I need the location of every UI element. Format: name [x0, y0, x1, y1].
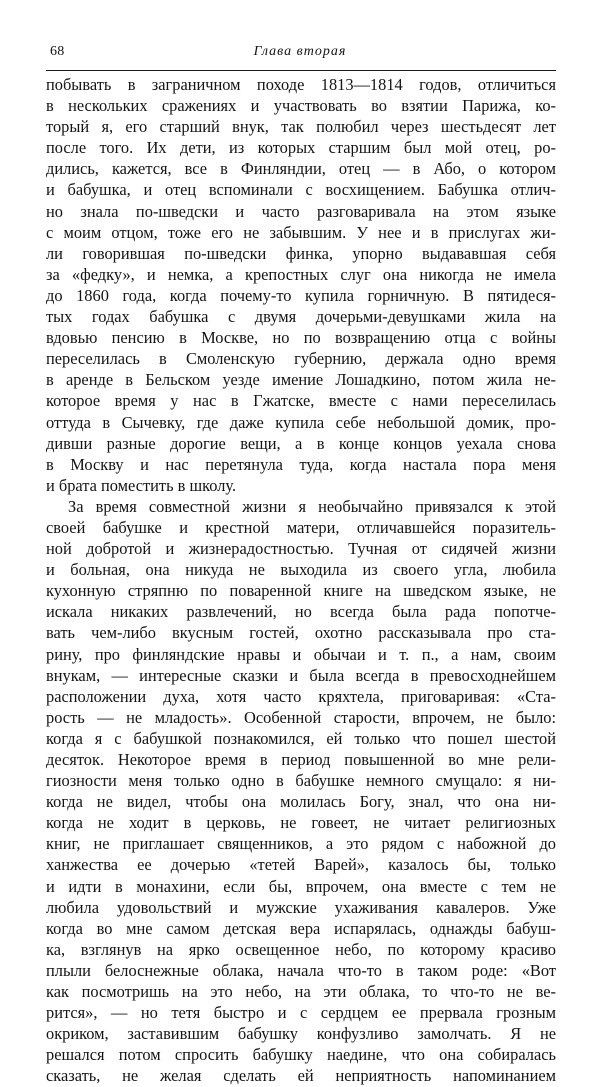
text-line: когда не ходит в церковь, не говеет, не читает религиозных — [46, 813, 556, 833]
text-line: своей бабушке и крестной матери, отличавшейся поразитель- — [46, 517, 556, 537]
text-line: и брата поместить в школу. — [46, 475, 237, 495]
text-line: и бабушка, и отец вспоминали с восхищением. Бабушка отлич- — [46, 180, 556, 200]
body-text — [46, 74, 556, 1087]
text-line: кухонную стряпню по поваренной книге на шведском языке, не — [46, 581, 556, 601]
text-line: книг, не приглашает священников, а это рядом с набожной до — [46, 834, 556, 854]
text-line: за «федку», и немка, а крепостных слуг она никогда не имела — [46, 264, 556, 284]
text-line: и больная, она никуда не выходила из своего угла, любила — [46, 560, 556, 580]
text-line: За время совместной жизни я необычайно привязался к этой — [68, 496, 556, 516]
text-line: вать чем-либо вкусным гостей, охотно рассказывала про ста- — [46, 623, 556, 643]
text-line: дивши разные дорогие вещи, а в конце концов уехала снова — [46, 433, 556, 453]
text-line: после того. Их дети, из которых старшим был мой отец, ро- — [46, 138, 556, 158]
text-line: до 1860 года, когда почему-то купила горничную. В пятидеся- — [46, 285, 556, 305]
text-line: любила удовольствий и мужские ухаживания кавалеров. Уже — [46, 897, 556, 917]
text-line: ханжества ее дочерью «тетей Варей», казалось бы, только — [46, 855, 556, 875]
text-line: рится», — но тетя быстро и с сердцем ее прервала грозным — [46, 1003, 556, 1023]
text-line: ка, взглянув на ярко освещенное небо, по которому красиво — [46, 939, 556, 959]
text-line: с моим отцом, тоже его не забывшим. У нее и в прислугах жи- — [46, 222, 556, 242]
text-line: и идти в монахини, если бы, впрочем, она вместе с тем не — [46, 876, 556, 896]
text-line: плыли белоснежные облака, начала что-то в таком роде: «Вот — [46, 960, 556, 980]
text-line: оттуда в Сычевку, где даже купила себе небольшой домик, про- — [46, 412, 556, 432]
text-line: рину, про финляндские нравы и обычаи и т. п., а нам, своим — [46, 644, 556, 664]
text-line: когда не видел, чтобы она молилась Богу, знал, что она ни- — [46, 792, 556, 812]
text-line: в аренде в Бельском уезде имение Лошадкино, потом жила не- — [46, 370, 556, 390]
text-line: решался потом спросить бабушку наедине, что она собиралась — [46, 1045, 556, 1065]
text-line: как посмотришь на это небо, на эти облака, то что-то не ве- — [46, 982, 556, 1002]
text-line: торый я, его старший внук, так полюбил через шестьдесят лет — [46, 117, 556, 137]
paragraph — [46, 496, 556, 1087]
text-line: в нескольких сражениях и участвовать во взятии Парижа, ко- — [46, 96, 556, 116]
text-line: искала никаких развлечений, но всегда была рада попотче- — [46, 602, 556, 622]
chapter-title: Глава вторая — [253, 44, 347, 59]
paragraph — [46, 74, 556, 496]
text-line: сказать, не желая сделать ей неприятность напоминанием — [46, 1066, 556, 1086]
text-line: когда во мне самом детская вера испарялась, однажды бабуш- — [46, 918, 556, 938]
text-line: дились, кажется, все в Финляндии, отец — в Або, о котором — [46, 159, 556, 179]
text-line: десяток. Некоторое время в период повышенной во мне рели- — [46, 750, 556, 769]
header-rule — [46, 70, 556, 71]
text-line: окриком, заставившим бабушку конфузливо замолчать. Я не — [46, 1024, 556, 1044]
text-line: ной добротой и жизнерадостностью. Тучная от сидячей жизни — [46, 539, 556, 559]
text-line: но знала по-шведски и часто разговаривала на этом языке — [46, 201, 556, 221]
text-line: побывать в заграничном походе 1813—1814 годов, отличиться — [46, 75, 556, 94]
text-line: когда я с бабушкой познакомился, ей только что пошел шестой — [46, 728, 556, 748]
text-line: внукам, — интересные сказки и была всегда в превосходнейшем — [46, 665, 556, 685]
text-line: в Москву и нас перетянула туда, когда настала пора меня — [46, 454, 556, 474]
text-line: переселилась в Смоленскую губернию, держала одно время — [46, 349, 556, 369]
text-line: вдовью пенсию в Москве, но по возвращению отца с войны — [46, 328, 556, 348]
text-line: ли говорившая по-шведски финка, упорно выдававшая себя — [46, 243, 556, 263]
text-line: расположении духа, хотя часто кряхтела, приговаривая: «Ста- — [46, 686, 556, 706]
text-line: тых годах бабушка с двумя дочерьми-девушками жила на — [46, 307, 556, 327]
page-number: 68 — [50, 44, 65, 59]
text-line: рость — не младость». Особенной старости, впрочем, не было: — [46, 707, 556, 727]
text-line: которое время у нас в Гжатске, вместе с нами переселилась — [46, 391, 556, 411]
text-line: гиозности меня только одно в бабушке немного смущало: я ни- — [46, 771, 556, 791]
